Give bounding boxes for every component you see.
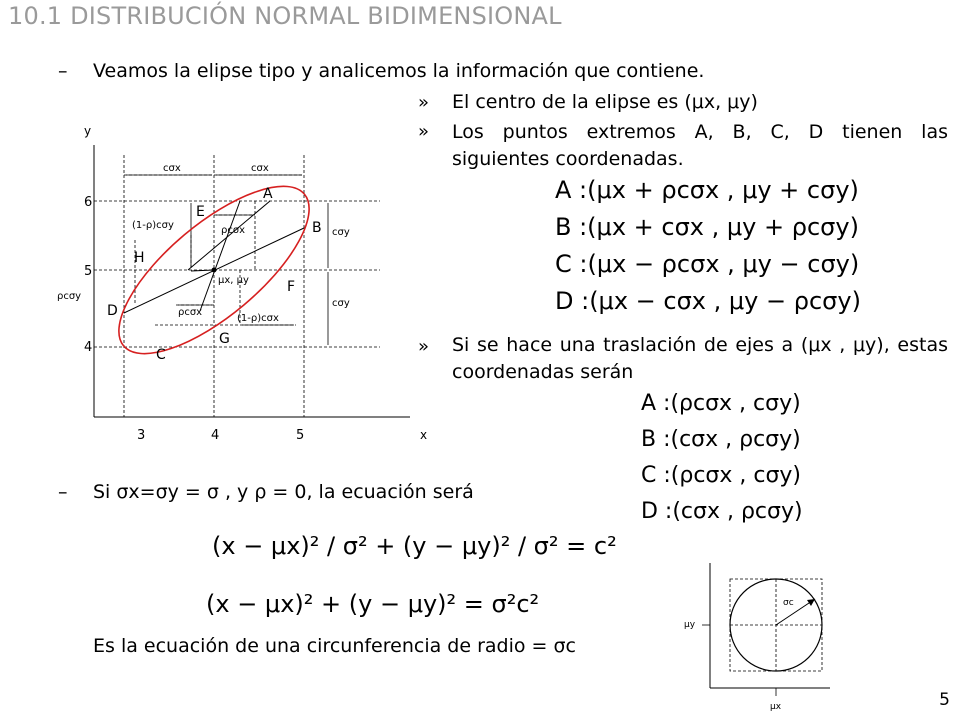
- coord-C: C :(μx − ρcσx , μy − cσy): [555, 250, 860, 278]
- coord-shift-C: C :(ρcσx , cσy): [641, 463, 801, 488]
- equation-expanded: (x − μx)² + (y − μy)² = σ²c²: [206, 590, 540, 618]
- dim-label-1mrho-csx: (1-ρ)cσx: [237, 313, 279, 324]
- sub-marker: »: [418, 92, 430, 113]
- mu-x-label: μx: [770, 702, 782, 712]
- point-F-label: F: [287, 279, 296, 295]
- coord-D: D :(μx − cσx , μy − ρcσy): [555, 287, 861, 315]
- y-tick-label: 6: [84, 195, 93, 210]
- dim-label-1mrho-csy: (1-ρ)cσy: [132, 220, 174, 231]
- point-C-label: C: [156, 347, 166, 363]
- center-label: μx, μy: [218, 275, 249, 286]
- bullet-marker: –: [58, 60, 68, 82]
- point-G-label: G: [219, 331, 230, 347]
- dimension-arrows: [94, 175, 328, 345]
- coords-main-block: [555, 176, 935, 324]
- y-tick-label: 4: [84, 340, 93, 355]
- center-statement: El centro de la elipse es (μx, μy): [452, 91, 758, 113]
- dim-label-csy-upper: cσy: [332, 227, 350, 238]
- sub-marker: »: [418, 121, 430, 142]
- slide-title: 10.1 DISTRIBUCIÓN NORMAL BIDIMENSIONAL: [8, 2, 562, 30]
- point-A-label: A: [263, 186, 273, 202]
- dim-label-rho-csx-lower: ρcσx: [178, 307, 203, 318]
- point-B-label: B: [312, 220, 322, 236]
- radius-arrowhead: [807, 599, 815, 606]
- coord-shift-A: A :(ρcσx , cσy): [641, 391, 801, 416]
- x-tick-label: 5: [296, 428, 305, 443]
- y-tick-label: 5: [84, 264, 93, 279]
- x-tick-label: 3: [137, 428, 146, 443]
- radius-label: σc: [783, 598, 794, 608]
- circle-figure: [680, 555, 835, 715]
- circle-conclusion-text: Es la ecuación de una circunferencia de radio = σc: [93, 635, 576, 657]
- mu-y-label: μy: [684, 620, 696, 630]
- dim-label-rho-csx-upper: ρcσx: [221, 225, 246, 236]
- coord-A: A :(μx + ρcσx , μy + cσy): [555, 176, 859, 204]
- equation-fraction: (x − μx)² / σ² + (y − μy)² / σ² = c²: [212, 532, 617, 560]
- circle-condition-text: Si σx=σy = σ , y ρ = 0, la ecuación será: [93, 481, 474, 503]
- dim-label-csy-lower: cσy: [332, 298, 350, 309]
- ellipse-figure: [50, 115, 430, 445]
- extreme-points-statement: Los puntos extremos A, B, C, D tienen las siguientes coordenadas.: [452, 121, 948, 170]
- point-D-label: D: [107, 303, 118, 319]
- coord-shift-B: B :(cσx , ρcσy): [641, 427, 801, 452]
- x-tick-label: 4: [211, 428, 220, 443]
- x-axis-label: x: [420, 428, 428, 442]
- page-number: 5: [939, 690, 950, 710]
- dim-label-csx-left: cσx: [163, 163, 181, 174]
- coords-shift-block: [641, 391, 901, 535]
- sub-marker: »: [418, 336, 430, 357]
- point-H-label: H: [134, 250, 145, 266]
- dim-label-rho-csy: ρcσy: [57, 291, 82, 302]
- y-axis-label: y: [84, 124, 92, 138]
- translation-statement: Si se hace una traslación de ejes a (μx , μy), estas coordenadas serán: [452, 334, 948, 383]
- bullet-intro-text: Veamos la elipse tipo y analicemos la información que contiene.: [93, 60, 705, 82]
- point-E-label: E: [196, 204, 205, 220]
- coord-shift-D: D :(cσx , ρcσy): [641, 499, 803, 524]
- bullet-marker: –: [58, 481, 68, 503]
- center-point: [212, 268, 217, 273]
- dim-label-csx-right: cσx: [251, 163, 269, 174]
- coord-B: B :(μx + cσx , μy + ρcσy): [555, 213, 859, 241]
